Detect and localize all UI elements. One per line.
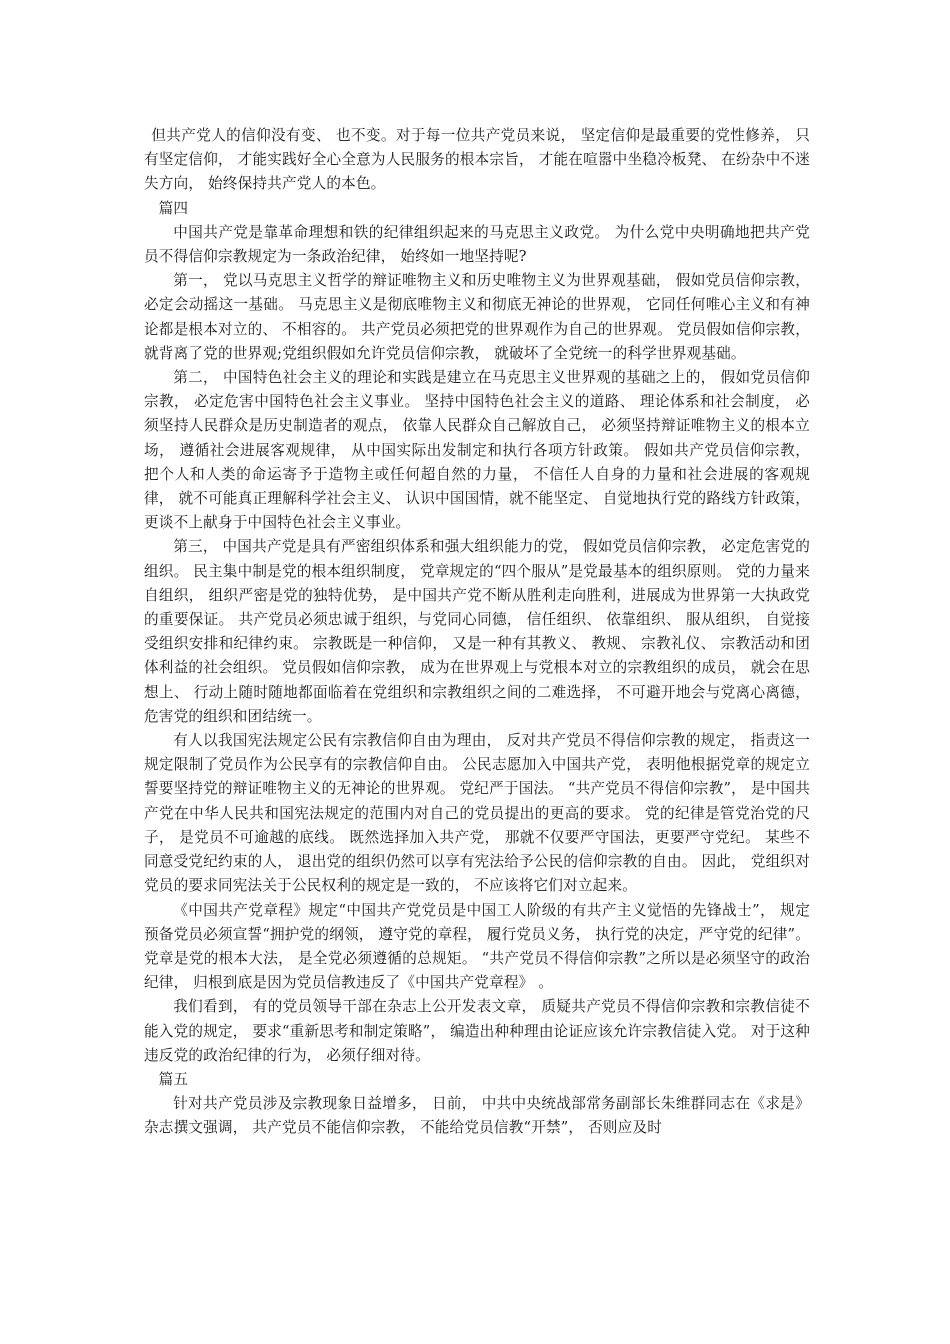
paragraph-intro: 但共产党人的信仰没有变、 也不变。对于每一位共产党员来说， 坚定信仰是最重要的党性修养， 只有坚定信仰， 才能实践好全心全意为人民服务的根本宗旨， 才能在喧嚣中坐稳冷板凳、 在纷杂中不迷失方向， 始终保持共产党人的本色。	[144, 127, 810, 193]
document-body	[144, 124, 810, 1141]
paragraph: 第一， 党以马克思主义哲学的辩证唯物主义和历史唯物主义为世界观基础， 假如党员信仰宗教， 必定会动摇这一基础。 马克思主义是彻底唯物主义和彻底无神论的世界观， 它同任何唯心主义和有神论都是根本对立的、 不相容的。 共产党员必须把党的世界观作为自己的世界观。 党员假如信仰宗教， 就背离了党的世界观;党组织假如允许党员信仰宗教， 就破坏了全党统一的科学世界观基础。	[144, 272, 810, 362]
paragraph: 中国共产党是靠革命理想和铁的纪律组织起来的马克思主义政党。 为什么党中央明确地把共产党员不得信仰宗教规定为一条政治纪律， 始终如一地坚持呢?	[144, 223, 810, 266]
paragraph: 第二， 中国特色社会主义的理论和实践是建立在马克思主义世界观的基础之上的， 假如党员信仰宗教， 必定危害中国特色社会主义事业。 坚持中国特色社会主义的道路、 理论体系和社会制度， 必须坚持人民群众是历史制造者的观点， 依靠人民群众自己解放自己， 必须坚持辩证唯物主义的根本立场， 遵循社会进展客观规律， 从中国实际出发制定和执行各项方针政策。 假如共产党员信仰宗教， 把个人和人类的命运寄予于造物主或任何超自然的力量， 不信任人自身的力量和社会进展的客观规律， 就不可能真正理解科学社会主义、 认识中国国情，就不能坚定、 自觉地执行党的路线方针政策， 更谈不上献身于中国特色社会主义事业。	[144, 369, 810, 532]
paragraph: 针对共产党员涉及宗教现象日益增多， 日前， 中共中央统战部常务副部长朱维群同志在《求是》 杂志撰文强调， 共产党员不能信仰宗教， 不能给党员信教“开禁”， 否则应及时	[144, 1095, 810, 1137]
section-heading-4: 篇四	[158, 199, 189, 217]
paragraph: 第三， 中国共产党是具有严密组织体系和强大组织能力的党， 假如党员信仰宗教， 必定危害党的组织。 民主集中制是党的根本组织制度， 党章规定的“四个服从”是党最基本的组织原则。 党的力量来自组织， 组织严密是党的独特优势， 是中国共产党不断从胜利走向胜利，进展成为世界第一大执政党的重要保证。 共产党员必须忠诚于组织，与党同心同德， 信任组织、 依靠组织、 服从组织， 自觉接受组织安排和纪律约束。 宗教既是一种信仰， 又是一种有其教义、 教规、 宗教礼仪、 宗教活动和团体利益的社会组织。 党员假如信仰宗教， 成为在世界观上与党根本对立的宗教组织的成员， 就会在思想上、 行动上随时随地都面临着在党组织和宗教组织之间的二难选择， 不可避开地会与党离心离德， 危害党的组织和团结统一。	[144, 538, 810, 725]
paragraph: 《中国共产党章程》规定“中国共产党党员是中国工人阶级的有共产主义觉悟的先锋战士”， 规定预备党员必须宣誓“拥护党的纲领， 遵守党的章程， 履行党员义务， 执行党的决定，严守党的纪律”。 党章是党的根本大法， 是全党必须遵循的总规矩。 “共产党员不得信仰宗教”之所以是必须坚守的政治纪律， 归根到底是因为党员信教违反了《中国共产党章程》 。	[144, 901, 810, 992]
paragraph: 有人以我国宪法规定公民有宗教信仰自由为理由， 反对共产党员不得信仰宗教的规定， 指责这一规定限制了党员作为公民享有的宗教信仰自由。 公民志愿加入中国共产党， 表明他根据党章的规定立誓要坚持党的辩证唯物主义的无神论的世界观。 党纪严于国法。 “共产党员不得信仰宗教”， 是中国共产党在中华人民共和国宪法规定的范围内对自己的党员提出的更高的要求。 党的纪律是管党治党的尺子， 是党员不可逾越的底线。 既然选择加入共产党， 那就不仅要严守国法，更要严守党纪。 某些不同意受党纪约束的人， 退出党的组织仍然可以享有宪法给予公民的信仰宗教的自由。 因此， 党组织对党员的要求同宪法关于公民权利的规定是一致的， 不应该将它们对立起来。	[144, 732, 810, 895]
paragraph: 我们看到， 有的党员领导干部在杂志上公开发表文章， 质疑共产党员不得信仰宗教和宗教信徒不能入党的规定， 要求“重新思考和制定策略”， 编造出种种理由论证应该允许宗教信徒入党。 对于这种违反党的政治纪律的行为， 必须仔细对待。	[144, 998, 810, 1064]
section-heading-5: 篇五	[158, 1070, 189, 1088]
